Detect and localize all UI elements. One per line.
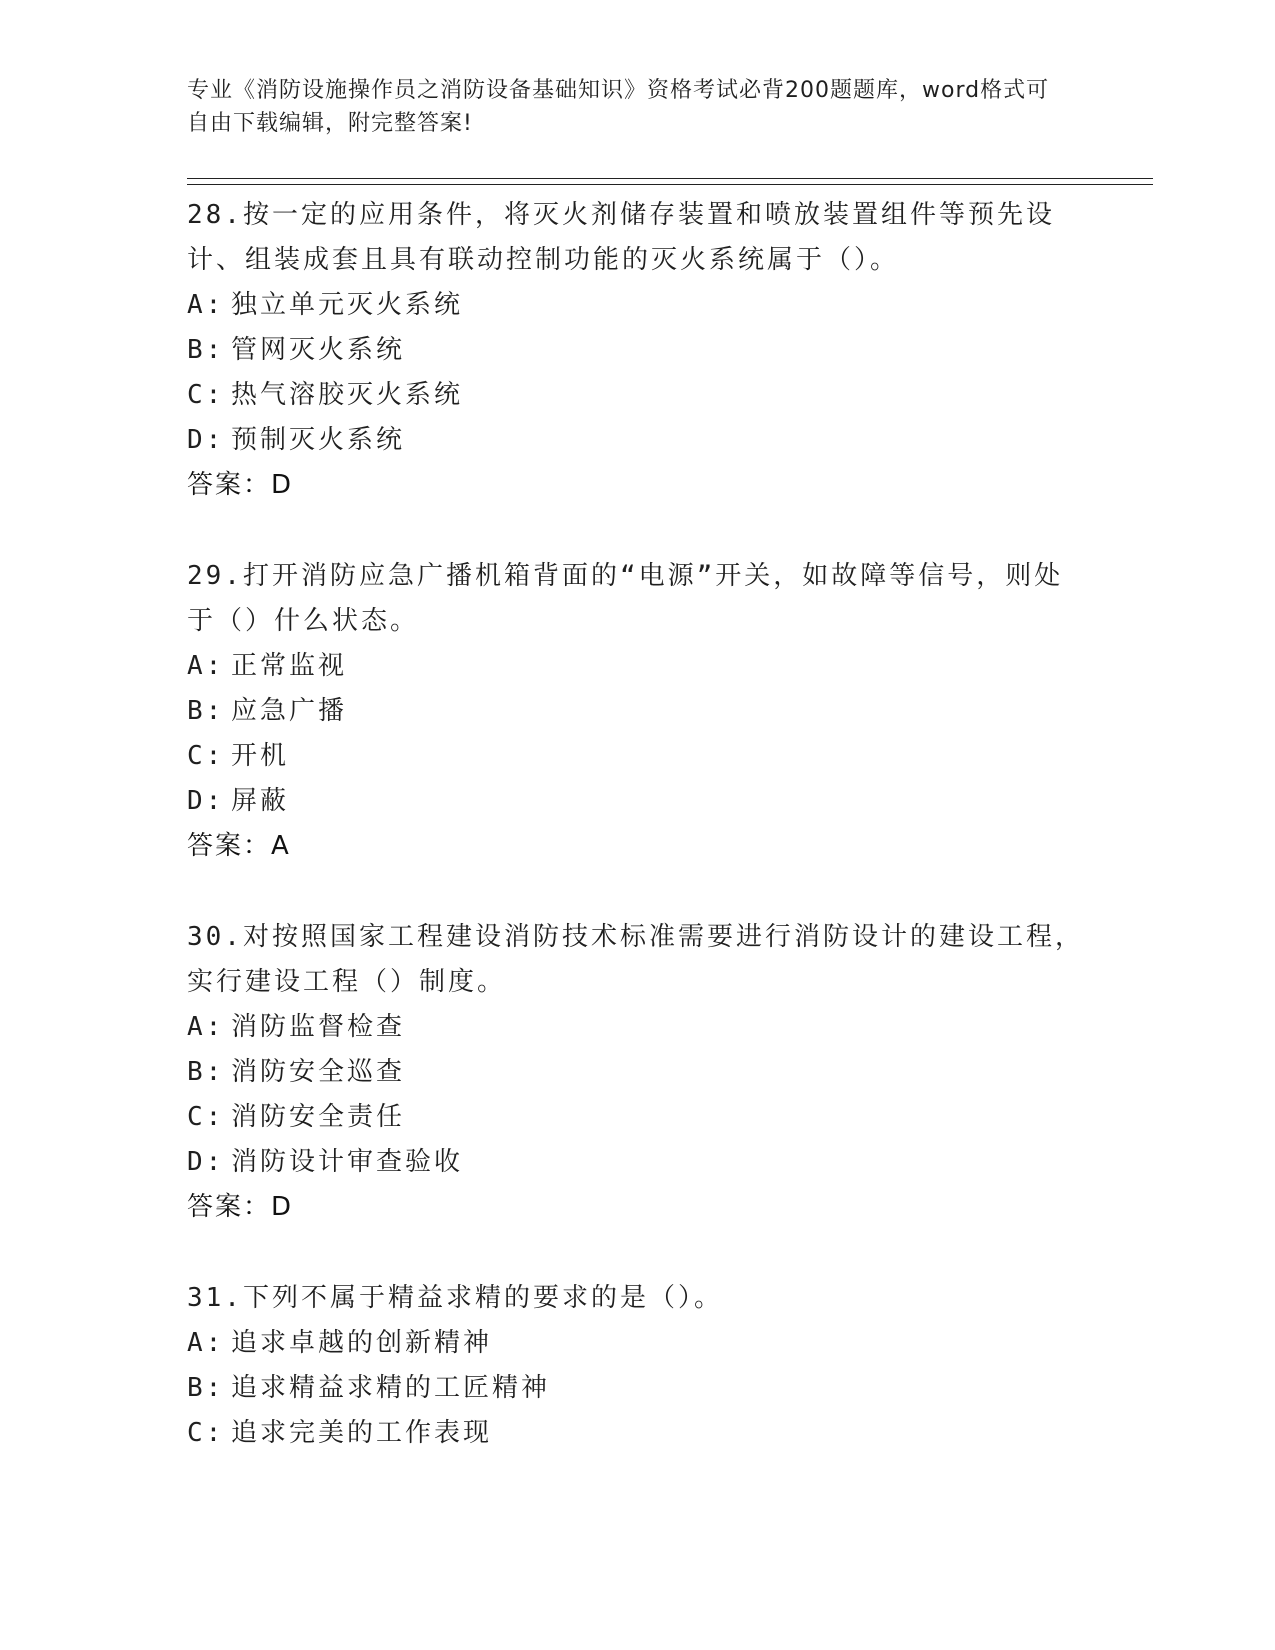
question-30	[187, 915, 1087, 1230]
option-text: 预制灭火系统	[231, 425, 406, 455]
option-c	[187, 373, 1087, 418]
answer-label: 答案：D	[187, 1192, 294, 1222]
option-key: C:	[187, 1418, 225, 1448]
option-text: 正常监视	[231, 651, 348, 681]
answer-label: 答案：A	[187, 831, 291, 861]
question-text: 31.下列不属于精益求精的要求的是（）。	[187, 1283, 723, 1313]
option-key: D:	[187, 425, 225, 455]
question-29	[187, 554, 1087, 869]
option-key: A:	[187, 651, 225, 681]
option-key: C:	[187, 1102, 225, 1132]
option-a	[187, 1321, 1087, 1366]
option-c	[187, 1095, 1087, 1140]
question-list	[187, 193, 1087, 1502]
option-text: 追求卓越的创新精神	[231, 1328, 493, 1358]
option-text: 消防安全责任	[231, 1102, 406, 1132]
question-text: 29.打开消防应急广播机箱背面的“电源”开关，如故障等信号，则处于（）什么状态。	[187, 561, 1064, 636]
option-c	[187, 1411, 1087, 1456]
option-b	[187, 1050, 1087, 1095]
option-key: A:	[187, 1328, 225, 1358]
option-b	[187, 328, 1087, 373]
question-28	[187, 193, 1087, 508]
document-header: 专业《消防设施操作员之消防设备基础知识》资格考试必背200题题库，word格式可自由下载编辑，附完整答案!	[187, 78, 1050, 136]
question-text: 30.对按照国家工程建设消防技术标准需要进行消防设计的建设工程，实行建设工程（）制度。	[187, 922, 1084, 997]
answer-label: 答案：D	[187, 470, 294, 500]
option-key: D:	[187, 786, 225, 816]
option-a	[187, 644, 1087, 689]
option-c	[187, 734, 1087, 779]
option-a	[187, 1005, 1087, 1050]
option-d	[187, 779, 1087, 824]
option-text: 追求精益求精的工匠精神	[231, 1373, 551, 1403]
question-text: 28.按一定的应用条件，将灭火剂储存装置和喷放装置组件等预先设计、组装成套且具有联动控制功能的灭火系统属于（）。	[187, 200, 1055, 275]
option-d	[187, 418, 1087, 463]
option-key: D:	[187, 1147, 225, 1177]
option-text: 管网灭火系统	[231, 335, 406, 365]
option-b	[187, 1366, 1087, 1411]
option-text: 消防安全巡查	[231, 1057, 406, 1087]
option-text: 应急广播	[231, 696, 348, 726]
option-text: 屏蔽	[231, 786, 290, 816]
question-31	[187, 1276, 1087, 1456]
option-text: 消防设计审查验收	[231, 1147, 464, 1177]
option-d	[187, 1140, 1087, 1185]
option-key: B:	[187, 696, 225, 726]
option-a	[187, 283, 1087, 328]
option-text: 追求完美的工作表现	[231, 1418, 493, 1448]
option-text: 消防监督检查	[231, 1012, 406, 1042]
option-key: C:	[187, 741, 225, 771]
option-text: 开机	[231, 741, 290, 771]
option-key: B:	[187, 335, 225, 365]
option-key: A:	[187, 290, 225, 320]
option-text: 热气溶胶灭火系统	[231, 380, 464, 410]
header-divider-top	[187, 178, 1153, 179]
option-key: A:	[187, 1012, 225, 1042]
option-b	[187, 689, 1087, 734]
option-key: B:	[187, 1373, 225, 1403]
option-key: C:	[187, 380, 225, 410]
header-divider-bottom	[187, 184, 1153, 185]
option-text: 独立单元灭火系统	[231, 290, 464, 320]
option-key: B:	[187, 1057, 225, 1087]
